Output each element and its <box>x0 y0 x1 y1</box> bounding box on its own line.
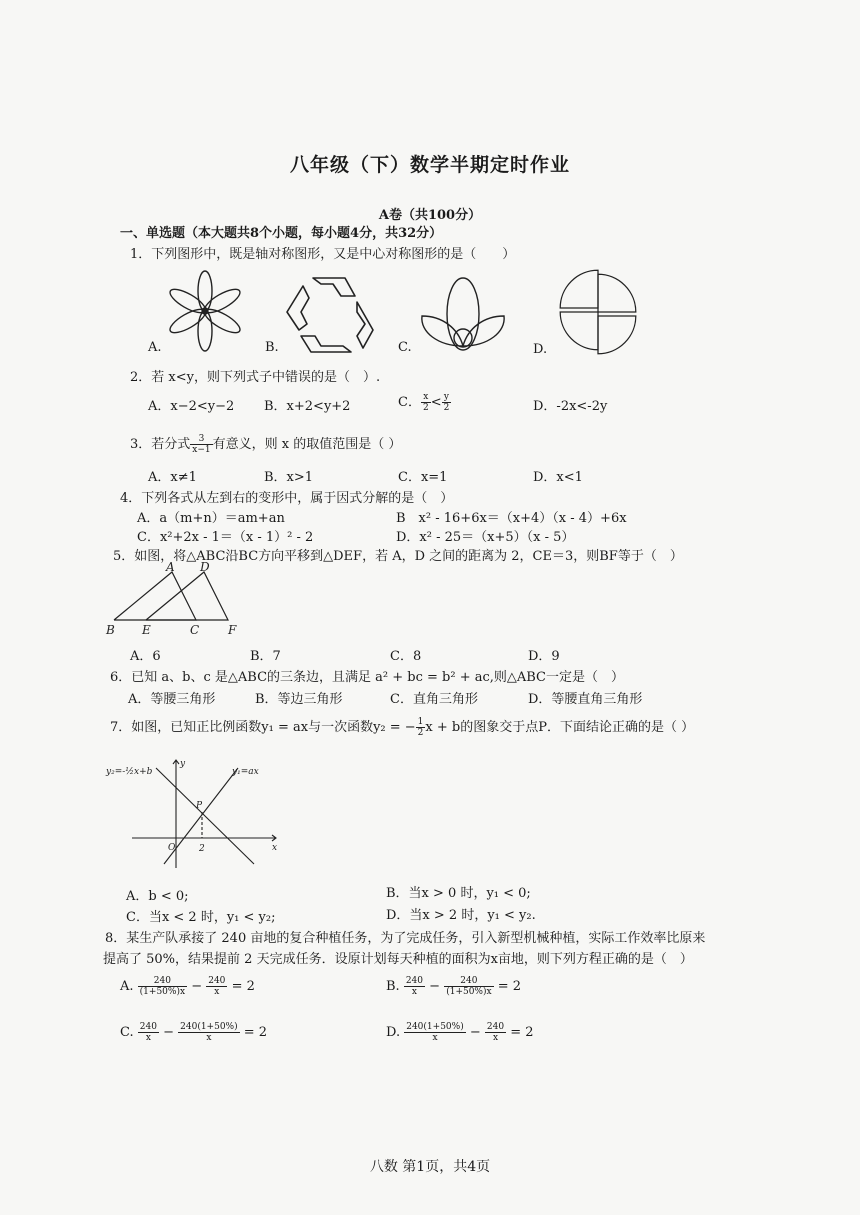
q8-a-minus: − <box>191 979 203 994</box>
q8-c-frac1 <box>138 1022 159 1043</box>
q5-option-d: D．9 <box>528 649 560 664</box>
q8-b-den2: (1+50%)x <box>446 987 492 997</box>
q5-translation-figure <box>104 560 244 638</box>
q8-c-den2: x <box>206 1033 212 1043</box>
q8-a-num1: 240 <box>138 976 187 987</box>
q8-c-rhs: = 2 <box>243 1025 268 1040</box>
q7-option-d: D．当x > 2 时，y₁ < y₂. <box>386 908 536 923</box>
q7-function-graph <box>104 756 294 876</box>
q1-figure-d-pinwheel <box>550 264 646 360</box>
q7-frac-den: 2 <box>417 728 424 738</box>
q1-option-d: D. <box>533 342 548 357</box>
q8-c-frac2 <box>178 1022 239 1043</box>
page-title: 八年级（下）数学半期定时作业 <box>289 154 570 176</box>
page-subtitle: A卷（共100分） <box>378 208 482 223</box>
q5-label-d: D <box>200 560 210 574</box>
q1-option-b: B. <box>265 340 279 355</box>
q8-d-frac1 <box>404 1022 465 1043</box>
q8-b-den1: x <box>411 987 417 997</box>
q8-b-rhs: = 2 <box>497 979 522 994</box>
q2-c-prefix: C． <box>398 395 421 410</box>
q1-figure-c-lotus <box>418 276 508 354</box>
q5-option-b: B．7 <box>250 649 281 664</box>
q8-option-a <box>120 976 255 997</box>
q3-frac <box>190 434 212 455</box>
q8-d-num2: 240 <box>486 1022 505 1032</box>
q2-option-b: B．x+2<y+2 <box>264 399 351 414</box>
q8-option-d <box>386 1022 534 1043</box>
q6-option-b: B．等边三角形 <box>255 692 343 707</box>
q8-d-den2: x <box>492 1033 499 1043</box>
q8-a-num2: 240 <box>208 976 226 986</box>
q1-figure-b-recycle <box>285 272 375 356</box>
q2-c-lt: < <box>430 395 442 410</box>
q7-stem <box>110 716 694 738</box>
q8-stem-line2: 提高了 50%，结果提前 2 天完成任务．设原计划每天种植的面积为x亩地，则下列方程正确的是（ ） <box>103 952 693 967</box>
q8-b-frac1 <box>404 976 425 997</box>
q7-label-y: y <box>180 759 186 769</box>
q8-option-c <box>120 1022 267 1043</box>
q4-option-d: D．x² - 25＝（x+5）（x - 5） <box>396 530 575 545</box>
q8-d-rhs: = 2 <box>510 1025 534 1040</box>
q6-stem: 6．已知 a、b、c 是△ABC的三条边，且满足 a² + bc = b² + ac,则△ABC一定是（ ） <box>110 670 625 685</box>
q2-c-den1: 2 <box>422 403 429 413</box>
q4-option-c: C．x²+2x - 1＝（x - 1）² - 2 <box>137 530 314 545</box>
q7-label-y2: y₂=-½x+b <box>106 767 153 777</box>
q8-c-den1: x <box>145 1033 151 1043</box>
q1-stem: 1．下列图形中，既是轴对称图形，又是中心对称图形的是（ ） <box>130 247 516 262</box>
q6-option-d: D．等腰直角三角形 <box>528 692 643 707</box>
q8-option-b <box>386 976 521 997</box>
q8-b-label: B. <box>386 979 400 994</box>
q8-a-den1: (1+50%)x <box>139 987 186 997</box>
q3-option-c: C．x=1 <box>398 470 448 485</box>
q3-stem-pre: 3．若分式 <box>130 437 191 452</box>
section-heading: 一、单选题（本大题共8个小题，每小题4分，共32分） <box>120 226 443 241</box>
q2-option-d: D．-2x<-2y <box>533 399 608 414</box>
q8-b-num1: 240 <box>405 976 424 986</box>
q8-c-label: C. <box>120 1025 134 1040</box>
q8-c-minus: − <box>163 1025 174 1040</box>
q2-stem: 2．若 x<y，则下列式子中错误的是（ ）. <box>130 370 381 385</box>
q5-label-c: C <box>190 623 200 637</box>
q8-a-label: A. <box>120 979 134 994</box>
q3-frac-num: 3 <box>190 434 212 445</box>
q4-option-a: A．a（m+n）＝am+an <box>137 511 285 526</box>
q5-label-a: A <box>166 560 175 574</box>
q8-d-frac2 <box>485 1022 506 1043</box>
q7-stem-post: x + b的图象交于点P．下面结论正确的是（ ） <box>425 720 695 735</box>
q2-option-c <box>398 391 451 413</box>
q7-option-b: B．当x > 0 时，y₁ < 0; <box>386 886 531 901</box>
q5-option-c: C．8 <box>390 649 422 664</box>
q7-label-y1: y₁=ax <box>232 767 259 777</box>
q8-a-frac1 <box>138 976 187 997</box>
q8-d-den1: x <box>432 1033 438 1043</box>
q7-label-p: P <box>196 801 203 811</box>
q2-c-num1: x <box>421 392 431 403</box>
q8-b-minus: − <box>429 979 441 994</box>
q5-option-a: A．6 <box>130 649 161 664</box>
q5-label-f: F <box>228 623 237 637</box>
q2-c-frac2 <box>442 392 452 413</box>
q8-d-minus: − <box>469 1025 481 1040</box>
q3-option-b: B．x>1 <box>264 470 314 485</box>
q7-frac <box>416 717 426 738</box>
q5-stem: 5．如图，将△ABC沿BC方向平移到△DEF，若 A，D 之间的距离为 2，CE＝3，则BF等于（ ） <box>113 549 683 564</box>
q8-a-den2: x <box>214 987 220 997</box>
q8-a-frac2 <box>206 976 227 997</box>
q4-stem: 4．下列各式从左到右的变形中，属于因式分解的是（ ） <box>120 491 454 506</box>
q7-label-two: 2 <box>199 844 205 854</box>
q3-option-d: D．x<1 <box>533 470 583 485</box>
q8-b-frac2 <box>444 976 493 997</box>
q8-b-num2: 240 <box>444 976 493 987</box>
q7-frac-num: 1 <box>417 717 424 727</box>
q8-d-label: D. <box>386 1025 401 1040</box>
q2-option-a: A．x−2<y−2 <box>148 399 235 414</box>
q7-stem-pre: 7．如图，已知正比例函数y₁ = ax与一次函数y₂ = − <box>110 720 416 735</box>
q8-a-rhs: = 2 <box>231 979 255 994</box>
q4-option-b: B x² - 16+6x＝（x+4）（x - 4）+6x <box>396 511 627 526</box>
q3-stem-post: 有意义，则 x 的取值范围是（ ） <box>212 437 402 452</box>
q6-option-c: C．直角三角形 <box>390 692 478 707</box>
q2-c-den2: 2 <box>443 403 450 413</box>
page-footer: 八数 第1页，共4页 <box>369 1159 491 1175</box>
q1-figure-a-flower <box>165 268 245 354</box>
q7-label-x: x <box>272 843 278 853</box>
q3-option-a: A．x≠1 <box>148 470 197 485</box>
q6-option-a: A．等腰三角形 <box>128 692 216 707</box>
q2-c-num2: y <box>442 392 452 403</box>
q5-label-e: E <box>142 623 151 637</box>
q8-c-num1: 240 <box>139 1022 157 1032</box>
q8-c-num2: 240(1+50%) <box>180 1022 238 1032</box>
q7-option-c: C．当x < 2 时，y₁ < y₂; <box>126 910 276 925</box>
q8-d-num1: 240(1+50%) <box>406 1022 464 1032</box>
q1-option-a: A. <box>148 340 162 355</box>
q2-c-frac1 <box>421 392 431 413</box>
q3-stem <box>130 433 401 455</box>
q3-frac-den: x−1 <box>192 445 211 455</box>
q7-option-a: A．b < 0; <box>126 889 189 904</box>
q7-label-o: O <box>168 843 176 853</box>
q8-stem-line1: 8．某生产队承接了 240 亩地的复合种植任务，为了完成任务，引入新型机械种植，实际工作效率比原来 <box>105 931 706 946</box>
q5-label-b: B <box>106 623 115 637</box>
q1-option-c: C. <box>398 340 412 355</box>
